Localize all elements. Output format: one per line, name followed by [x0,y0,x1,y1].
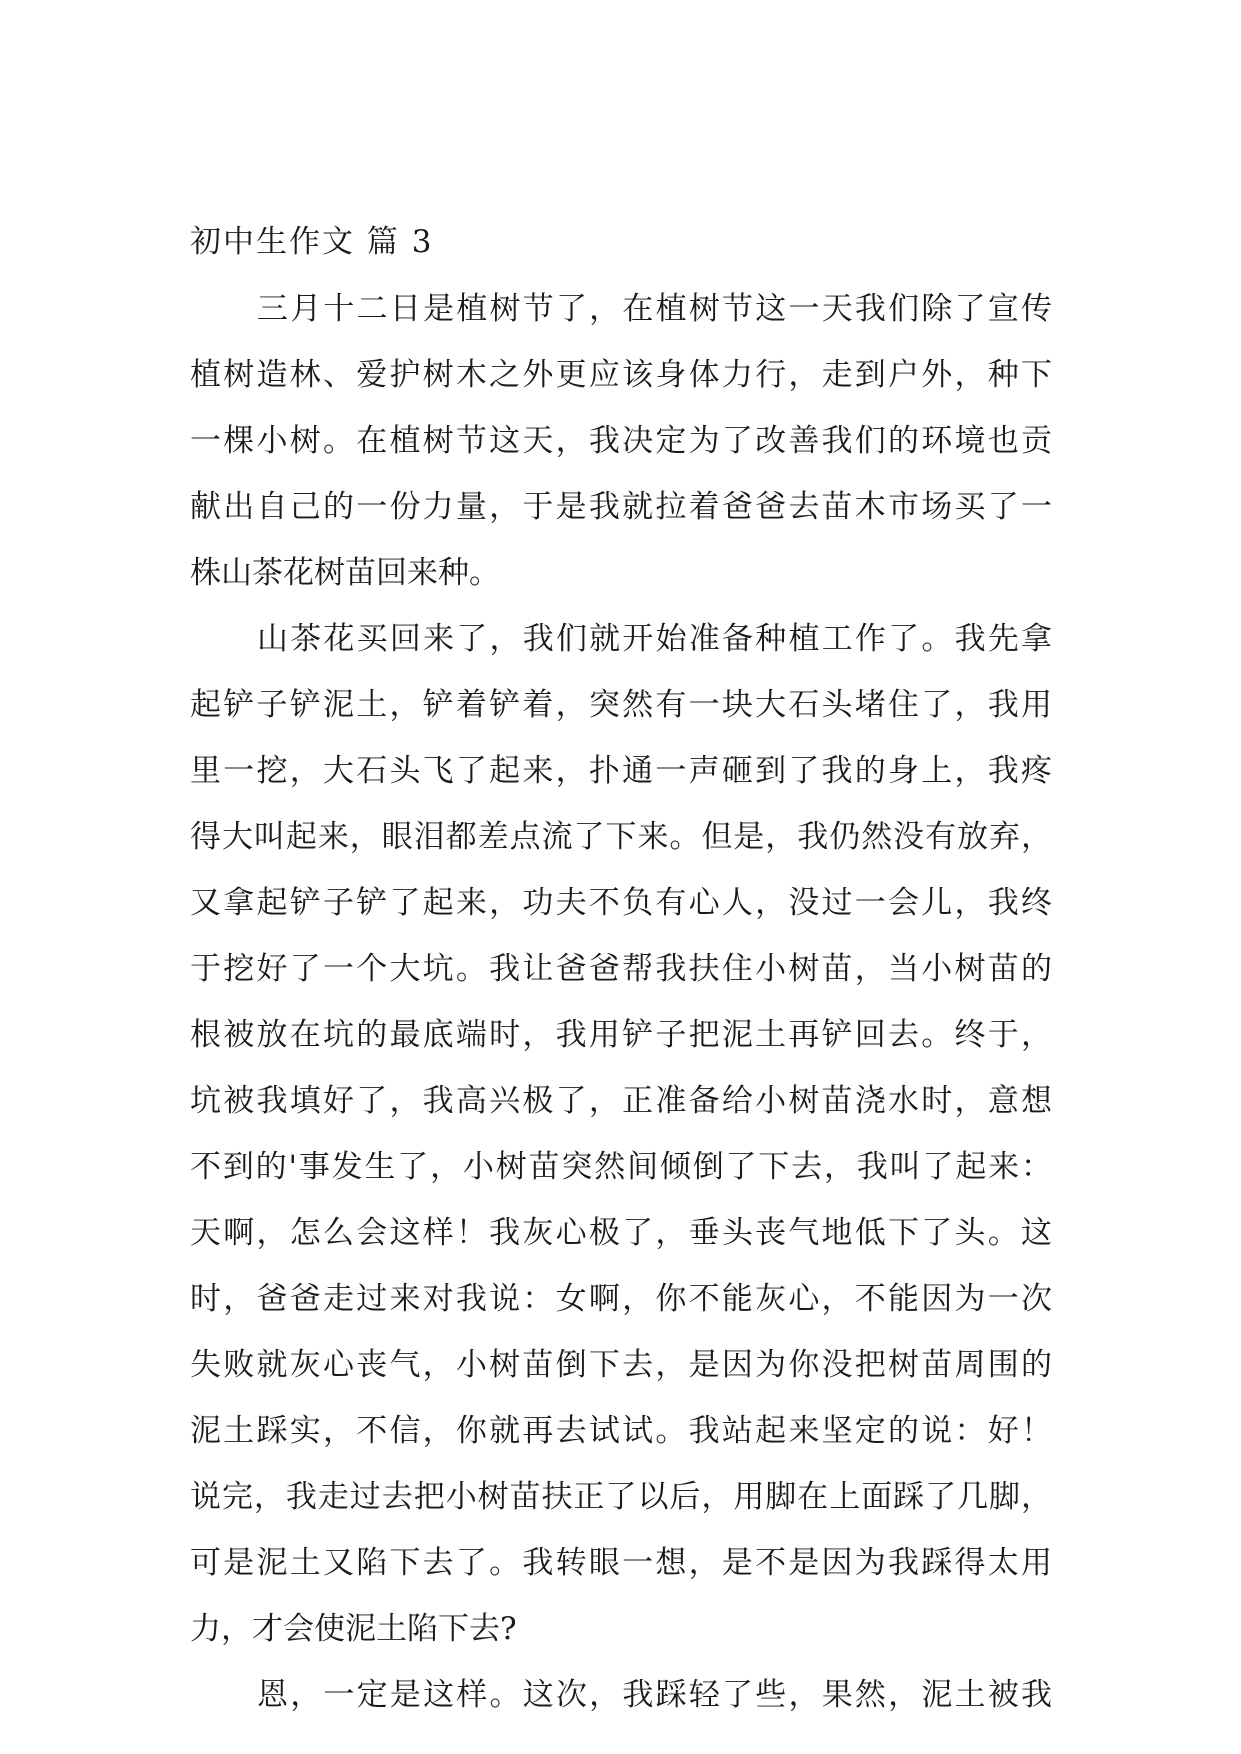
paragraph-line: 山茶花买回来了，我们就开始准备种植工作了。我先拿 [257,621,1052,657]
paragraph-line: 根被放在坑的最底端时，我用铲子把泥土再铲回去。终于， [190,1017,1052,1053]
paragraph-line: 失败就灰心丧气，小树苗倒下去，是因为你没把树苗周围的 [190,1347,1052,1383]
paragraph-line: 天啊，怎么会这样！我灰心极了，垂头丧气地低下了头。这 [190,1215,1052,1251]
paragraph-line: 三月十二日是植树节了，在植树节这一天我们除了宣传 [257,291,1052,327]
paragraph-line: 一棵小树。在植树节这天，我决定为了改善我们的环境也贡 [190,423,1052,459]
paragraph-line: 里一挖，大石头飞了起来，扑通一声砸到了我的身上，我疼 [190,753,1052,789]
paragraph-line: 可是泥土又陷下去了。我转眼一想，是不是因为我踩得太用 [190,1545,1052,1581]
paragraph-line: 株山茶花树苗回来种。 [190,555,500,591]
paragraph-line: 又拿起铲子铲了起来，功夫不负有心人，没过一会儿，我终 [190,885,1052,921]
paragraph-line: 泥土踩实，不信，你就再去试试。我站起来坚定的说：好！ [190,1413,1052,1449]
paragraph-line: 说完，我走过去把小树苗扶正了以后，用脚在上面踩了几脚， [190,1479,1052,1515]
paragraph-line: 力，才会使泥土陷下去? [190,1611,517,1647]
paragraph-line: 植树造林、爱护树木之外更应该身体力行，走到户外，种下 [190,357,1052,393]
paragraph-line: 不到的'事发生了，小树苗突然间倾倒了下去，我叫了起来： [190,1149,1052,1185]
paragraph-line: 起铲子铲泥土，铲着铲着，突然有一块大石头堵住了，我用 [190,687,1052,723]
paragraph-line: 恩，一定是这样。这次，我踩轻了些，果然，泥土被我 [257,1677,1052,1713]
paragraph-line: 得大叫起来，眼泪都差点流了下来。但是，我仍然没有放弃， [190,819,1052,855]
paragraph-line: 献出自己的一份力量，于是我就拉着爸爸去苗木市场买了一 [190,489,1052,525]
paragraph-line: 时，爸爸走过来对我说：女啊，你不能灰心，不能因为一次 [190,1281,1052,1317]
document-title: 初中生作文 篇 3 [190,224,434,260]
paragraph-line: 坑被我填好了，我高兴极了，正准备给小树苗浇水时，意想 [190,1083,1052,1119]
paragraph-line: 于挖好了一个大坑。我让爸爸帮我扶住小树苗，当小树苗的 [190,951,1052,987]
